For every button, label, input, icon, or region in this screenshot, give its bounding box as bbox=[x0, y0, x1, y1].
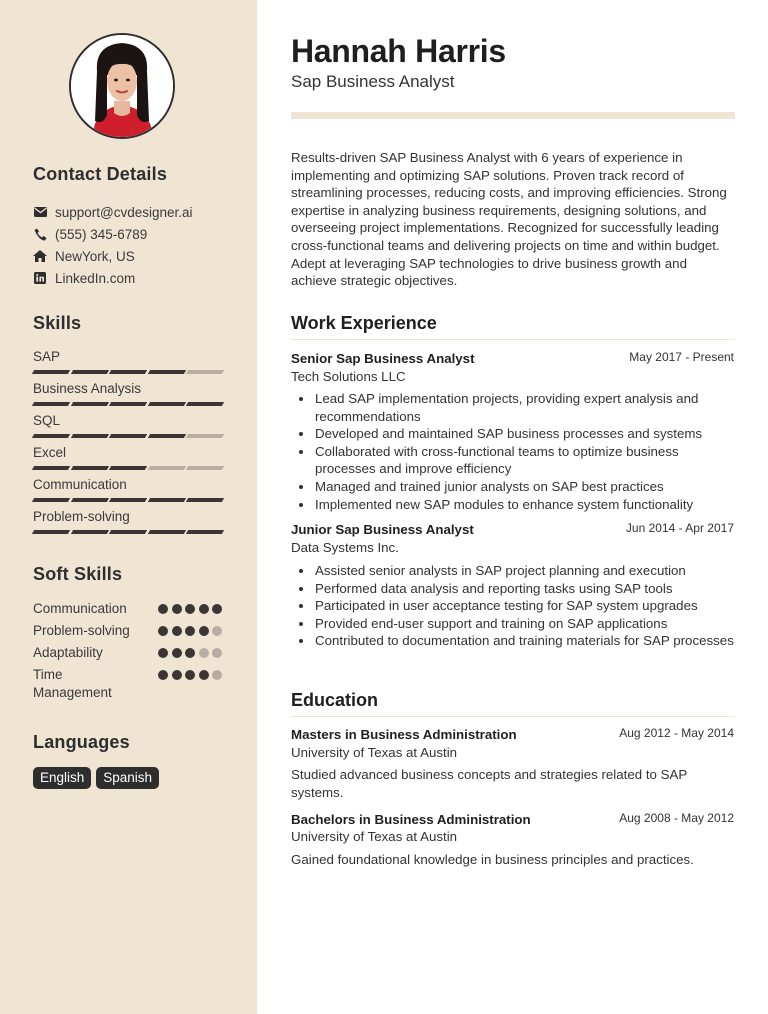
soft-skill-rating bbox=[158, 604, 222, 614]
rating-dot bbox=[212, 670, 222, 680]
skill-level-segment bbox=[148, 402, 186, 406]
skill-level-bar bbox=[33, 530, 223, 534]
candidate-name: Hannah Harris bbox=[291, 33, 506, 69]
job-bullet: Lead SAP implementation projects, providing expert analysis and recommendations bbox=[315, 390, 735, 425]
skill-level-segment bbox=[70, 498, 108, 502]
degree-title: Bachelors in Business Administration bbox=[291, 812, 531, 827]
skill-level-segment bbox=[70, 402, 108, 406]
job-company: Data Systems Inc. bbox=[291, 540, 399, 555]
rating-dot bbox=[212, 648, 222, 658]
job-bullet: Developed and maintained SAP business processes and systems bbox=[315, 425, 735, 443]
job-bullet: Collaborated with cross-functional teams to optimize business processes and improve efficiency bbox=[315, 443, 735, 478]
skills-heading: Skills bbox=[33, 313, 82, 333]
skill-level-segment bbox=[32, 402, 70, 406]
contact-location-text: NewYork, US bbox=[55, 248, 135, 264]
contact-heading: Contact Details bbox=[33, 164, 168, 184]
contact-linkedin[interactable] bbox=[33, 269, 135, 287]
skill-label: Business Analysis bbox=[33, 381, 142, 396]
rating-dot bbox=[185, 670, 195, 680]
languages-list bbox=[33, 767, 159, 789]
skill-level-segment bbox=[32, 466, 70, 470]
skill-label: Problem-solving bbox=[33, 509, 130, 524]
rating-dot bbox=[185, 626, 195, 636]
work-experience-heading: Work Experience bbox=[291, 313, 437, 333]
school-name: University of Texas at Austin bbox=[291, 829, 458, 844]
contact-phone[interactable] bbox=[33, 225, 147, 243]
skill-label: Communication bbox=[33, 477, 127, 492]
rating-dot bbox=[212, 604, 222, 614]
skill-level-segment bbox=[148, 498, 186, 502]
job-bullet: Managed and trained junior analysts on SAP best practices bbox=[315, 478, 735, 496]
skill-level-segment bbox=[186, 402, 224, 406]
skill-level-bar bbox=[33, 402, 223, 406]
contact-linkedin-text: LinkedIn.com bbox=[55, 270, 136, 286]
skill-level-segment bbox=[32, 434, 70, 438]
candidate-role: Sap Business Analyst bbox=[291, 72, 455, 91]
soft-skill-rating bbox=[158, 670, 222, 680]
skill-level-segment bbox=[148, 434, 186, 438]
job-bullet: Participated in user acceptance testing for SAP system upgrades bbox=[315, 597, 735, 615]
skill-level-segment bbox=[186, 530, 224, 534]
job-bullets bbox=[315, 390, 735, 513]
skill-level-segment bbox=[148, 530, 186, 534]
skill-level-segment bbox=[109, 498, 147, 502]
rating-dot bbox=[199, 648, 209, 658]
skill-level-bar bbox=[33, 466, 223, 470]
job-bullet: Contributed to documentation and training materials for SAP processes bbox=[315, 633, 734, 649]
skill-level-segment bbox=[70, 530, 108, 534]
skill-level-segment bbox=[32, 498, 70, 502]
education-heading: Education bbox=[291, 690, 379, 710]
skill-label: Excel bbox=[33, 445, 67, 460]
language-badge: Spanish bbox=[96, 767, 159, 789]
language-badge: English bbox=[33, 767, 91, 789]
rating-dot bbox=[172, 670, 182, 680]
degree-dates: Aug 2008 - May 2012 bbox=[619, 811, 734, 825]
rating-dot bbox=[172, 604, 182, 614]
job-bullet: Provided end-user support and training on SAP applications bbox=[315, 615, 735, 633]
skill-level-segment bbox=[70, 370, 108, 374]
job-company: Tech Solutions LLC bbox=[291, 369, 406, 384]
skill-level-segment bbox=[148, 466, 186, 470]
sidebar bbox=[0, 0, 257, 1014]
header-divider bbox=[291, 112, 735, 119]
degree-title: Masters in Business Administration bbox=[291, 727, 517, 742]
soft-skill-label: Time Management bbox=[33, 667, 112, 700]
soft-skill-label: Communication bbox=[33, 601, 127, 616]
rating-dot bbox=[199, 626, 209, 636]
skill-level-segment bbox=[32, 530, 70, 534]
phone-icon bbox=[33, 227, 47, 241]
soft-skill-rating bbox=[158, 648, 222, 658]
rating-dot bbox=[158, 670, 168, 680]
rating-dot bbox=[212, 626, 222, 636]
profile-summary: Results-driven SAP Business Analyst with 6 years of experience in implementing and optimizing SAP solutions. Proven track record of streamlining processes, reducing costs, and improving efficiencies. Strong expertise in analyzing business requirements, designing solutions, and overseeing project implementations. Recognized for successfully leading cross-functional teams and delivering projects on time and within budget. Adept at leveraging SAP technologies to drive business growth and achieve strategic objectives. bbox=[291, 150, 727, 289]
job-title: Senior Sap Business Analyst bbox=[291, 351, 475, 366]
job-bullet: Assisted senior analysts in SAP project planning and execution bbox=[315, 562, 735, 580]
degree-dates: Aug 2012 - May 2014 bbox=[619, 726, 734, 740]
job-bullet: Performed data analysis and reporting tasks using SAP tools bbox=[315, 580, 735, 598]
degree-description: Gained foundational knowledge in business principles and practices. bbox=[291, 852, 694, 867]
skill-level-bar bbox=[33, 370, 223, 374]
languages-heading: Languages bbox=[33, 732, 130, 752]
rating-dot bbox=[185, 604, 195, 614]
skill-level-segment bbox=[186, 370, 224, 374]
contact-email[interactable] bbox=[33, 203, 193, 221]
skill-label: SAP bbox=[33, 349, 61, 364]
job-bullets bbox=[315, 562, 735, 650]
rating-dot bbox=[158, 626, 168, 636]
skill-level-segment bbox=[186, 498, 224, 502]
soft-skill-label: Problem-solving bbox=[33, 623, 130, 638]
job-dates: May 2017 - Present bbox=[629, 350, 734, 364]
degree-description: Studied advanced business concepts and strategies related to SAP systems. bbox=[291, 767, 687, 800]
job-title: Junior Sap Business Analyst bbox=[291, 522, 474, 537]
contact-location bbox=[33, 247, 135, 265]
home-icon bbox=[33, 249, 47, 263]
skill-level-segment bbox=[148, 370, 186, 374]
skill-level-bar bbox=[33, 434, 223, 438]
contact-phone-text: (555) 345-6789 bbox=[55, 226, 148, 242]
work-divider bbox=[291, 339, 735, 340]
rating-dot bbox=[172, 626, 182, 636]
avatar bbox=[69, 33, 175, 139]
job-dates: Jun 2014 - Apr 2017 bbox=[625, 521, 734, 535]
skill-level-segment bbox=[32, 370, 70, 374]
envelope-icon bbox=[33, 205, 47, 219]
skill-level-segment bbox=[186, 466, 224, 470]
rating-dot bbox=[185, 648, 195, 658]
skill-level-segment bbox=[70, 466, 108, 470]
skill-label: SQL bbox=[33, 413, 61, 428]
education-divider bbox=[291, 716, 735, 717]
rating-dot bbox=[158, 604, 168, 614]
skill-level-segment bbox=[109, 370, 147, 374]
soft-skills-heading: Soft Skills bbox=[33, 564, 123, 584]
skill-level-segment bbox=[70, 434, 108, 438]
rating-dot bbox=[199, 670, 209, 680]
skill-level-segment bbox=[109, 466, 147, 470]
soft-skill-label: Adaptability bbox=[33, 645, 103, 660]
job-bullet: Implemented new SAP modules to enhance system functionality bbox=[315, 496, 735, 514]
skill-level-segment bbox=[186, 434, 224, 438]
skill-level-segment bbox=[109, 530, 147, 534]
rating-dot bbox=[199, 604, 209, 614]
contact-email-text: support@cvdesigner.ai bbox=[55, 204, 193, 220]
skill-level-segment bbox=[109, 402, 147, 406]
linkedin-icon bbox=[33, 271, 47, 285]
rating-dot bbox=[158, 648, 168, 658]
rating-dot bbox=[172, 648, 182, 658]
school-name: University of Texas at Austin bbox=[291, 745, 458, 760]
soft-skill-rating bbox=[158, 626, 222, 636]
skill-level-segment bbox=[109, 434, 147, 438]
skill-level-bar bbox=[33, 498, 223, 502]
